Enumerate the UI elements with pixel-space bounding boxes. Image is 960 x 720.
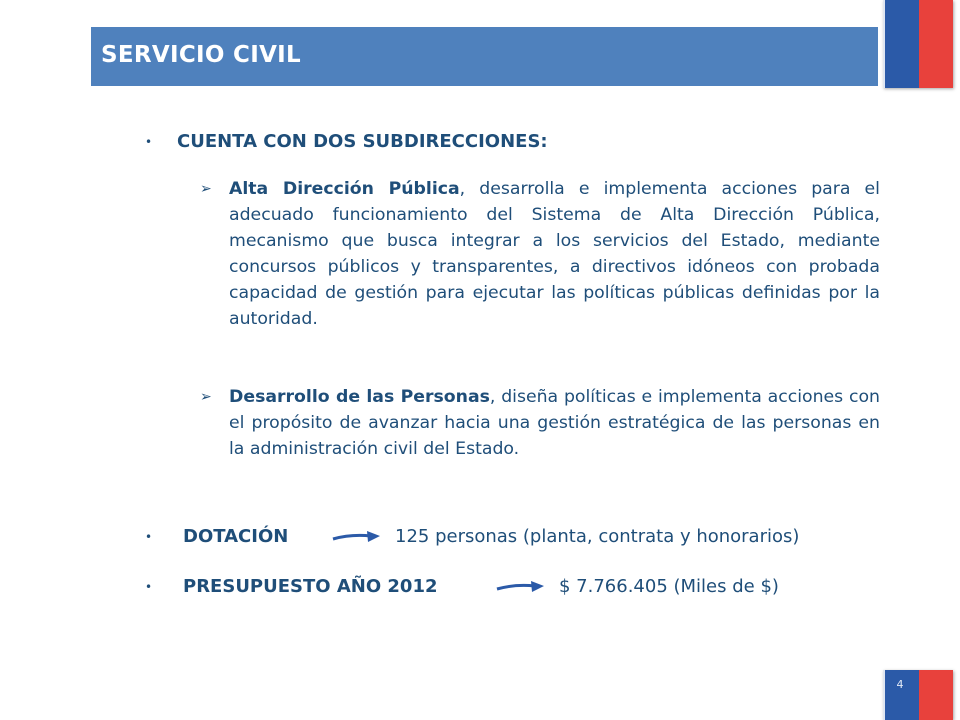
sub-item-rest: , desarrolla e implementa acciones para el adecuado funcionamiento del Sistema de Alta Dirección Pública, mecanismo que busca integrar a los servicios del Estado, mediante concursos públicos y transparentes, a directivos idóneos con probada capacidad de gestión para ejecutar las políticas públicas definidas por la autoridad. xyxy=(229,179,880,329)
chile-flag-top xyxy=(883,0,953,88)
sub-item-rest: , diseña políticas e implementa acciones con el propósito de avanzar hacia una gestión estratégica de las personas en la administración civil del Estado. xyxy=(229,387,880,459)
right-arrow-icon xyxy=(495,578,547,596)
sub-item-bold: Desarrollo de las Personas xyxy=(229,387,490,407)
title-bar xyxy=(91,27,878,86)
bullet-dot-icon: • xyxy=(145,580,153,594)
sub-item-text xyxy=(229,176,880,332)
bullet-dot-icon: • xyxy=(145,135,153,149)
bullet-label: PRESUPUESTO AÑO 2012 xyxy=(183,576,438,597)
bullet-label: CUENTA CON DOS SUBDIRECCIONES: xyxy=(177,131,548,152)
arrow-bullet-icon: ➢ xyxy=(200,181,212,197)
sub-item-desarrollo-personas xyxy=(200,384,880,462)
bullet-value: $ 7.766.405 (Miles de $) xyxy=(559,576,779,597)
sub-item-text xyxy=(229,384,880,462)
page-number: 4 xyxy=(896,678,904,691)
right-arrow-icon xyxy=(331,528,383,546)
arrow-bullet-icon: ➢ xyxy=(200,389,212,405)
page-title: SERVICIO CIVIL xyxy=(101,42,301,68)
sub-item-bold: Alta Dirección Pública xyxy=(229,179,460,199)
bullet-value: 125 personas (planta, contrata y honorarios) xyxy=(395,526,800,547)
bullet-presupuesto xyxy=(145,576,885,602)
sub-item-alta-direccion xyxy=(200,176,880,332)
bullet-label: DOTACIÓN xyxy=(183,526,289,547)
bullet-dot-icon: • xyxy=(145,530,153,544)
chile-flag-bottom xyxy=(883,670,953,720)
bullet-dotacion xyxy=(145,526,885,552)
